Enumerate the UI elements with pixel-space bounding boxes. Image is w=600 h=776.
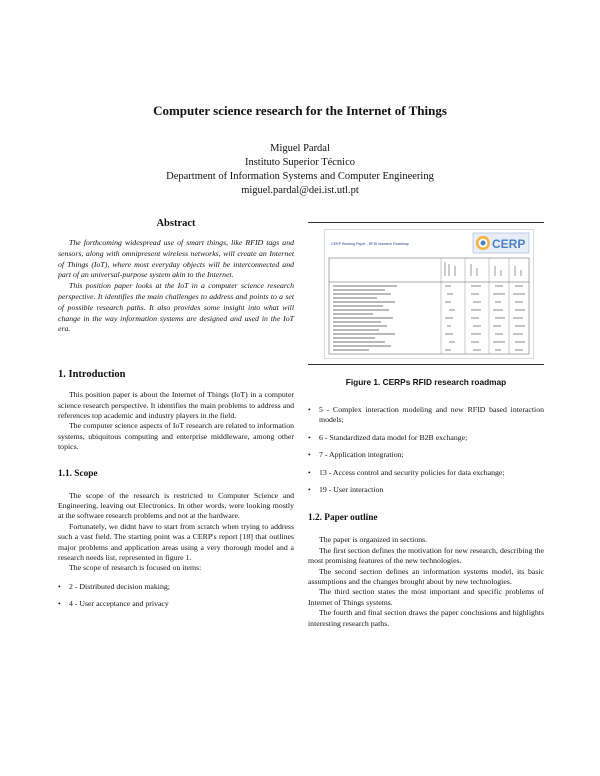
author-name: Miguel Pardal [270,143,330,154]
abstract-paragraph-2: This position paper looks at the IoT in a computer science research perspective. It identifies the main challenges to address and points to a set of possible research paths. It also provides some insight into what will change in the way information systems are designed and used in the IoT era. [58,281,294,334]
paper-title: Computer science research for the Internet of Things [153,103,447,118]
bullet-icon: • [308,432,311,442]
right-column [308,218,544,629]
outline-paragraph-2: The first section defines the motivation for new research, describing the most promising features of the new technologies. [308,545,544,566]
bullet-icon: • [308,467,311,477]
bullet-icon: • [308,450,311,460]
figure-caption: Figure 1. CERPs RFID research roadmap [345,377,507,387]
abstract [58,238,294,335]
intro-paragraph-2: The computer science aspects of IoT research are related to information systems, ubiquitous computing and enterprise middleware, among other topics. [58,421,294,452]
figure-top-rule [308,222,544,223]
outline-paragraph-5: The fourth and final section draws the paper conclusions and highlights interesting research paths. [308,608,544,628]
figure-bottom-rule [308,364,544,365]
outline-paragraph-1: The paper is organized in sections. [319,535,428,545]
intro-body [58,390,294,452]
bullet-icon: • [58,599,61,609]
list-item: • 2 - Distributed decision making; [58,581,170,591]
figure-1-image [324,229,534,359]
list-item: • 5 - Complex interaction modeling and new RFID based interaction models; [308,405,544,425]
scope-bullets-left [58,582,294,610]
abstract-heading: Abstract [156,218,196,229]
outline-body [308,535,544,629]
list-item: • 6 - Standardized data model for B2B exchange; [308,432,468,442]
figure-header-text: CERP Working Paper - RFID research Roadmap [331,242,409,246]
scope-paragraph-3: The scope of research is focused on items: [69,563,202,573]
list-item: • 13 - Access control and security policies for data exchange; [308,467,505,477]
roadmap-table-graphic [325,230,533,358]
intro-paragraph-1: This position paper is about the Internet of Things (IoT) in a computer science research perspective. It identifies the main problems to address and references top academic and industry players in the field. [58,390,294,420]
bullet-icon: • [58,581,61,591]
author-email: miguel.pardal@dei.ist.utl.pt [241,185,359,196]
outline-paragraph-4: The third section states the most important and specific problems of Internet of Things systems. [308,587,544,607]
author-block [0,142,600,198]
bullet-icon: • [308,405,311,414]
list-item: • 19 - User interaction [308,485,384,495]
cerp-logo-text: CERP [492,237,526,251]
abstract-paragraph-1: The forthcoming widespread use of smart things, like RFID tags and sensors, along with omnipresent wireless networks, will create an Internet of Things (IoT), where most everyday objects will be interconnected and part of an universal-purpose system akin to the Internet. [58,238,294,280]
list-item: • 7 - Application integration; [308,450,404,460]
scope-body [58,491,294,574]
bullet-icon: • [308,485,311,495]
outline-heading: 1.2. Paper outline [308,513,378,524]
scope-heading: 1.1. Scope [58,468,98,479]
list-item: • 4 - User acceptance and privacy [58,599,169,609]
author-department: Department of Information Systems and Computer Engineering [166,171,434,182]
author-institute: Instituto Superior Técnico [244,157,356,168]
scope-bullets-right [308,405,544,495]
scope-paragraph-1: The scope of the research is restricted to Computer Science and Engineering, leaving out Electronics. In other words, were looking mostly at the software research problems and not at the hardware. [58,490,294,521]
outline-paragraph-3: The second section defines an information systems model, its basic assumptions and the changes brought about by new technologies. [308,566,544,587]
intro-heading: 1. Introduction [58,369,126,381]
scope-paragraph-2: Fortunately, we didnt have to start from scratch when trying to address such a vast field. The starting point was a CERP's report [18] that outlines major problems and application areas using a very thorough model and a research needs list, represented in figure 1. [58,521,294,563]
left-column [58,218,294,610]
